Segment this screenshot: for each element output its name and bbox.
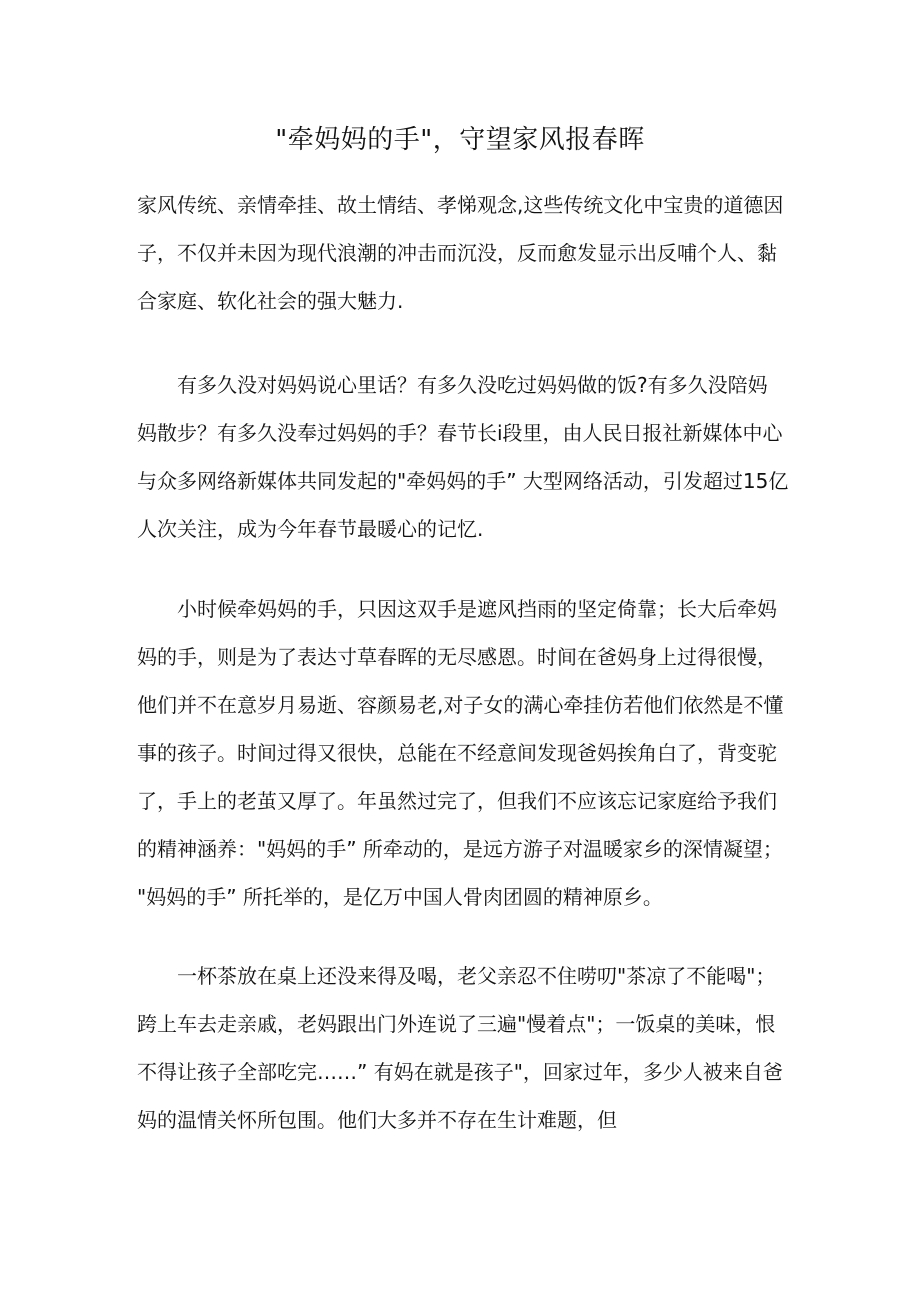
paragraph-line: 妈的手，则是为了表达寸草春晖的无尽感恩。时间在爸妈身上过得很慢， (137, 645, 777, 669)
paragraph-line: 人次关注，成为今年春节最暖心的记忆. (137, 517, 484, 541)
paragraph-line: 小时候牵妈妈的手，只因这双手是遮风挡雨的坚定倚靠；长大后牵妈 (177, 597, 777, 621)
paragraph-line: 有多久没对妈妈说心里话？有多久没吃过妈妈做的饭?有多久没陪妈 (177, 373, 768, 397)
paragraph-3 (137, 585, 797, 921)
document-title: "牵妈妈的手"，守望家风报春晖 (275, 125, 645, 155)
paragraph-line: "妈妈的手” 所托举的，是亿万中国人骨肉团圆的精神原乡。 (137, 885, 663, 909)
paragraph-line: 妈散步？有多久没奉过妈妈的手？春节长i段里，由人民日报社新媒体中心 (137, 421, 783, 445)
paragraph-line: 妈的温情关怀所包围。他们大多并不存在生计难题，但 (137, 1108, 617, 1132)
paragraph-line: 了，手上的老茧又厚了。年虽然过完了，但我们不应该忘记家庭给予我们 (137, 789, 777, 813)
paragraph-line: 一杯茶放在桌上还没来得及喝，老父亲忍不住唠叨"茶凉了不能喝"； (177, 964, 776, 988)
paragraph-line: 跨上车去走亲戚，老妈跟出门外连说了三遍"慢着点"；一饭桌的美味，恨 (137, 1012, 776, 1036)
paragraph-line: 不得让孩子全部吃完……” 有妈在就是孩子"，回家过年，多少人被来自爸 (137, 1060, 783, 1084)
paragraph-line: 子，不仅并未因为现代浪潮的冲击而沉没，反而愈发显示出反哺个人、黏 (137, 241, 777, 265)
paragraph-line: 家风传统、亲情牵挂、故土情结、孝悌观念,这些传统文化中宝贵的道德因 (137, 193, 784, 217)
paragraph-1 (137, 181, 797, 325)
paragraph-line: 他们并不在意岁月易逝、容颜易老,对子女的满心牵挂仿若他们依然是不懂 (137, 693, 784, 717)
paragraph-line: 与众多网络新媒体共同发起的"牵妈妈的手” 大型网络活动，引发超过15亿 (137, 469, 789, 493)
paragraph-line: 合家庭、软化社会的强大魅力. (137, 289, 404, 313)
paragraph-4 (137, 952, 797, 1144)
paragraph-line: 事的孩子。时间过得又很快，总能在不经意间发现爸妈挨角白了，背变驼 (137, 741, 777, 765)
paragraph-line: 的精神涵养："妈妈的手” 所牵动的，是远方游子对温暖家乡的深情凝望； (137, 837, 783, 861)
paragraph-2 (137, 361, 797, 553)
